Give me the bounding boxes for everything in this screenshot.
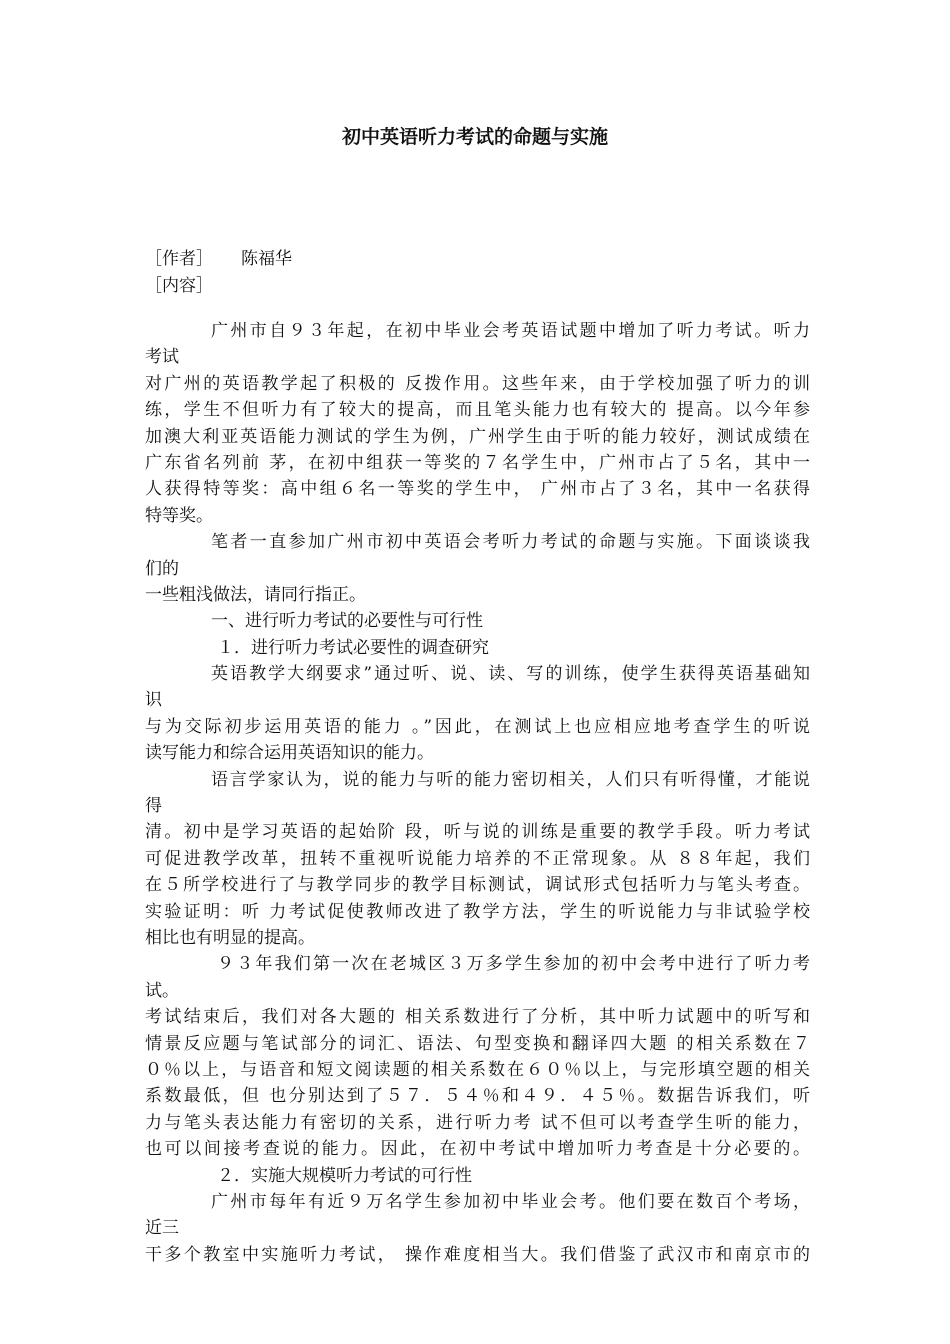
document-title: 初中英语听力考试的命题与实施	[341, 126, 608, 148]
body-line: 干多个教室中实施听力考试， 操作难度相当大。我们借鉴了武汉市和南京市的	[145, 1244, 810, 1265]
body-line: 近三	[145, 1218, 179, 1239]
body-line: 与为交际初步运用英语的能力 。”因此，在测试上也应相应地考查学生的听说	[145, 716, 810, 737]
body-line: 英语教学大纲要求”通过听、说、读、写的训练，使学生获得英语基础知	[211, 664, 810, 685]
author-name: 陈福华	[241, 249, 292, 269]
body-line: 一、进行听力考试的必要性与可行性	[211, 611, 483, 632]
body-line: 对广州的英语教学起了积极的 反拨作用。这些年来，由于学校加强了听力的训	[145, 373, 810, 394]
body-line: 笔者一直参加广州市初中英语会考听力考试的命题与实施。下面谈谈我	[211, 532, 810, 553]
body-line: 广州市自９３年起，在初中毕业会考英语试题中增加了听力考试。听力	[211, 321, 810, 341]
body-line: 读写能力和综合运用英语知识的能力。	[145, 743, 434, 764]
body-line: 练，学生不但听力有了较大的提高，而且笔头能力也有较大的 提高。以今年参	[145, 400, 810, 421]
author-row	[145, 246, 292, 273]
body-line: 们的	[145, 558, 179, 579]
body-line: 在５所学校进行了与教学同步的教学目标测试，调试形式包括听力与笔头考查。	[145, 875, 810, 896]
body-line: 特等奖。	[145, 505, 213, 526]
body-line: 识	[145, 690, 162, 711]
content-label: ［内容］	[145, 276, 213, 296]
body-line: 加澳大利亚英语能力测试的学生为例，广州学生由于听的能力较好，测试成绩在	[145, 426, 810, 447]
body-line: 也可以间接考查说的能力。因此，在初中考试中增加听力考查是十分必要的。	[145, 1139, 810, 1160]
body-line: ９３年我们第一次在老城区３万多学生参加的初中会考中进行了听力考	[217, 954, 810, 975]
body-line: 人获得特等奖：高中组６名一等奖的学生中， 广州市占了３名，其中一名获得	[145, 479, 810, 500]
body-line: 相比也有明显的提高。	[145, 927, 315, 948]
document-meta	[145, 246, 292, 300]
body-line: 情景反应题与笔试部分的词汇、语法、句型变换和翻译四大题 的相关系数在７	[145, 1033, 810, 1054]
body-line: 实验证明：听 力考试促使教师改进了教学方法，学生的听说能力与非试验学校	[145, 901, 810, 922]
content-row	[145, 273, 292, 300]
body-line: ２．实施大规模听力考试的可行性	[217, 1165, 472, 1186]
body-line: 广东省名列前 茅，在初中组获一等奖的７名学生中，广州市占了５名，其中一	[145, 452, 810, 473]
body-line: 力与笔头表达能力有密切的关系，进行听力考 试不但可以考查学生听的能力，	[145, 1112, 810, 1133]
body-line: １．进行听力考试必要性的调查研究	[217, 637, 489, 658]
body-line: 可促进教学改革，扭转不重视听说能力培养的不正常现象。从 ８８年起，我们	[145, 848, 810, 869]
document-body	[145, 318, 810, 1268]
body-line: 考试结束后，我们对各大题的 相关系数进行了分析，其中听力试题中的听写和	[145, 1007, 810, 1028]
body-line: 得	[145, 796, 162, 817]
body-line: 系数最低，但 也分别达到了５７．５４％和４９．４５％。数据告诉我们，听	[145, 1086, 810, 1107]
body-line: 试。	[145, 980, 179, 1001]
body-line: 语言学家认为，说的能力与听的能力密切相关，人们只有听得懂，才能说	[211, 769, 810, 790]
author-label: ［作者］	[145, 249, 213, 269]
body-line: 考试	[145, 347, 179, 368]
body-line: 一些粗浅做法，请同行指正。	[145, 584, 366, 605]
body-line: ０％以上，与语音和短文阅读题的相关系数在６０％以上，与完形填空题的相关	[145, 1059, 810, 1080]
body-line: 广州市每年有近９万名学生参加初中毕业会考。他们要在数百个考场，	[211, 1191, 810, 1212]
body-line: 清。初中是学习英语的起始阶 段，听与说的训练是重要的教学手段。听力考试	[145, 822, 810, 843]
